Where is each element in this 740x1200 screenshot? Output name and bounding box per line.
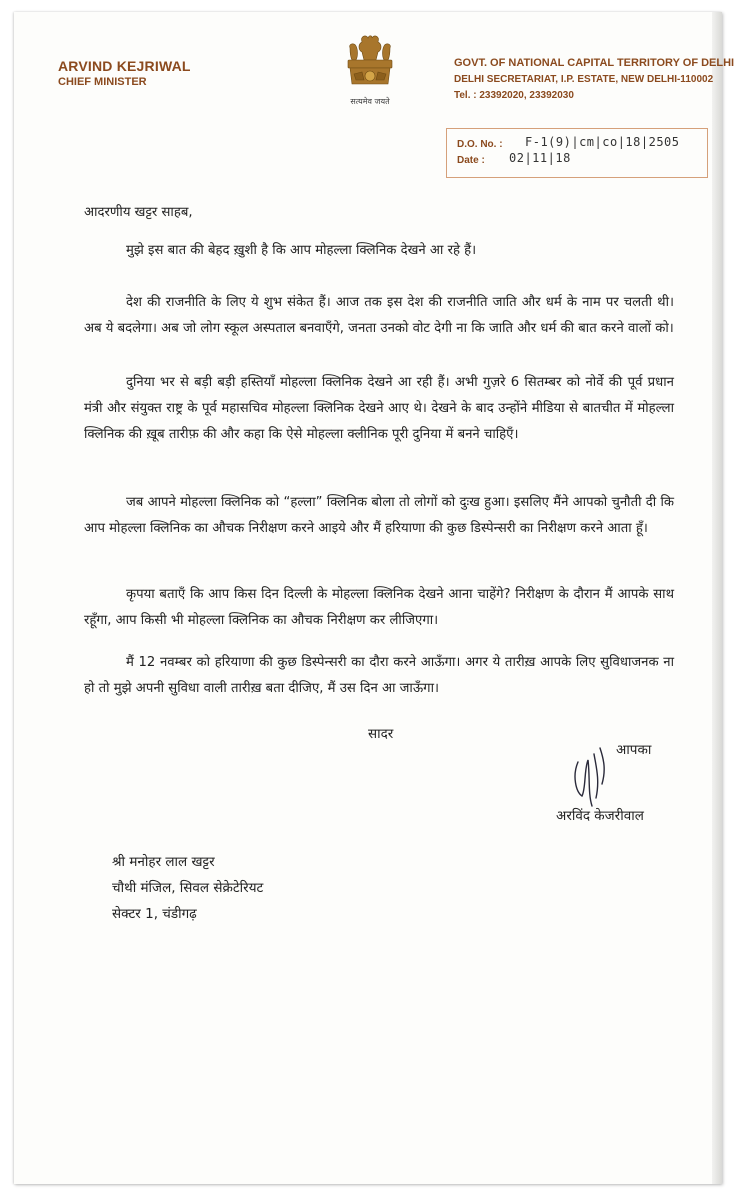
paragraph-3: दुनिया भर से बड़ी बड़ी हस्तियाँ मोहल्ला क्लिनिक देखने आ रही हैं। अभी गुज़रे 6 सितम्बर को नोर्वे की पूर्व प्रधान मंत्री और संयुक्त राष्ट्र के पूर्व महासचिव मोहल्ला क्लिनिक देखने आए थे। देखने के बाद उन्होंने मीडिया से बातचीत में मोहल्ला क्लिनिक की ख़ूब तारीफ़ की और कहा कि ऐसे मोहल्ला क्लीनिक पूरी दुनिया में बनने चाहिएँ। [84, 375, 674, 442]
letterhead-right [454, 57, 734, 101]
govt-title: GOVT. OF NATIONAL CAPITAL TERRITORY OF DELHI [454, 57, 735, 69]
sender-name: ARVIND KEJRIWAL [58, 58, 191, 74]
paragraph-4: जब आपने मोहल्ला क्लिनिक को “हल्ला” क्लिनिक बोला तो लोगों को दुःख हुआ। इसलिए मैंने आपको चुनौती दी कि आप मोहल्ला क्लिनिक का औचक निरीक्षण करने आइये और मैं हरियाणा की कुछ डिस्पेन्सरी का निरीक्षण करने आता हूँ। [84, 495, 674, 536]
signatory-name: अरविंद केजरीवाल [556, 808, 644, 824]
paragraph-6: मैं 12 नवम्बर को हरियाणा की कुछ डिस्पेन्सरी का दौरा करने आऊँगा। अगर ये तारीख़ आपके लिए सुविधाजनक ना हो तो मुझे अपनी सुविधा वाली तारीख़ बता दीजिए, मैं उस दिन आ जाऊँगा। [84, 655, 674, 696]
recipient-name: श्री मनोहर लाल खट्टर [112, 854, 215, 870]
paragraph-2: देश की राजनीति के लिए ये शुभ संकेत हैं। आज तक इस देश की राजनीति जाति और धर्म के नाम पर चलती थी। अब ये बदलेगा। अब जो लोग स्कूल अस्पताल बनवाएँगे, जनता उनको वोट देगी ना कि जाति और धर्म की बात करने वालों को। [84, 295, 674, 336]
paragraph-5: कृपया बताएँ कि आप किस दिन दिल्ली के मोहल्ला क्लिनिक देखने आना चाहेंगे? निरीक्षण के दौरान मैं आपके साथ रहूँगा, आप किसी भी मोहल्ला क्लिनिक का औचक निरीक्षण कर लीजिएगा। [84, 587, 674, 628]
signature-icon [566, 736, 626, 816]
letterhead-left [58, 58, 191, 88]
office-address: DELHI SECRETARIAT, I.P. ESTATE, NEW DELHI-110002 [454, 74, 714, 85]
date-label: Date : [457, 155, 485, 166]
telephone: Tel. : 23392020, 23392030 [454, 90, 574, 101]
ashoka-emblem-icon [342, 34, 398, 98]
recipient-address-line2: सेक्टर 1, चंडीगढ़ [112, 906, 197, 922]
closing: सादर [368, 726, 394, 742]
emblem-motto: सत्यमेव जयते [350, 97, 390, 106]
do-number-value: F-1(9)|cm|co|18|2505 [525, 135, 680, 149]
do-number-label: D.O. No. : [457, 139, 503, 150]
sender-designation: CHIEF MINISTER [58, 76, 147, 88]
reference-box [446, 128, 708, 178]
recipient-address-line1: चौथी मंजिल, सिवल सेक्रेटेरियट [112, 880, 264, 896]
page-edge-shadow [712, 12, 722, 1184]
yours: आपका [616, 742, 652, 758]
date-value: 02|11|18 [509, 151, 571, 165]
paragraph-1: मुझे इस बात की बेहद ख़ुशी है कि आप मोहल्ला क्लिनिक देखने आ रहे हैं। [126, 243, 477, 258]
national-emblem [342, 34, 398, 107]
salutation: आदरणीय खट्टर साहब, [84, 205, 193, 220]
